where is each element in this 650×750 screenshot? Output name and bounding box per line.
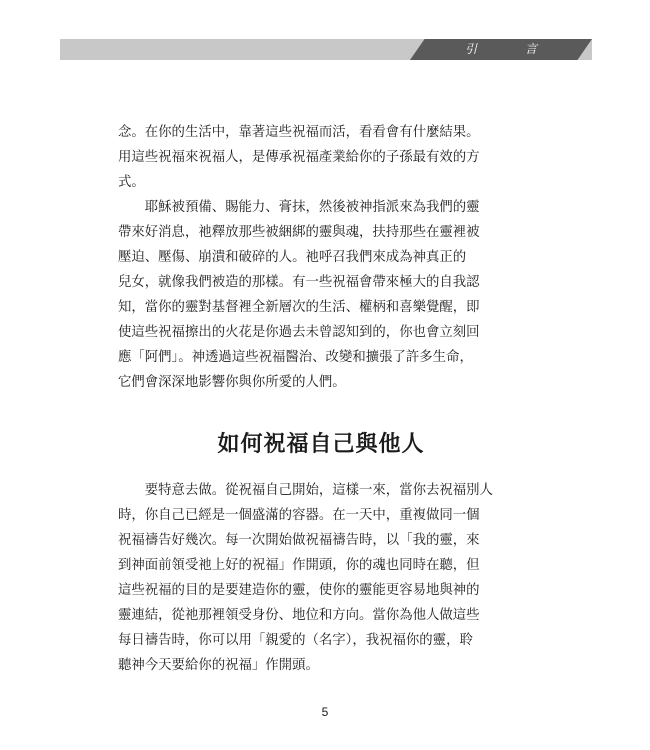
- body-top: [118, 120, 524, 395]
- text-line: 靈連結，從祂那裡領受身份、地位和方向。當你為他人做這些: [118, 608, 480, 623]
- paragraph-2: [118, 195, 524, 395]
- body-bottom: [118, 478, 524, 678]
- text-line: 帶來好消息，祂釋放那些被綑綁的靈與魂，扶持那些在靈裡被: [118, 225, 480, 240]
- text-line: 祝福禱告好幾次。每一次開始做祝福禱告時，以「我的靈，來: [118, 533, 480, 548]
- text-line: 要特意去做。從祝福自己開始，這樣一來，當你去祝福別人: [118, 483, 493, 498]
- text-line: 應「阿們」。神透過這些祝福醫治、改變和擴張了許多生命，: [118, 350, 473, 365]
- text-line: 耶穌被預備、賜能力、膏抹，然後被神指派來為我們的靈: [118, 200, 480, 215]
- text-line: 壓迫、壓傷、崩潰和破碎的人。祂呼召我們來成為神真正的: [118, 250, 467, 265]
- text-line: 知，當你的靈對基督裡全新層次的生活、權柄和喜樂覺醒，即: [118, 300, 480, 315]
- text-line: 這些祝福的目的是要建造你的靈，使你的靈能更容易地與神的: [118, 583, 480, 598]
- chapter-title: 引 言: [464, 42, 555, 56]
- text-line: 念。在你的生活中，靠著這些祝福而活，看看會有什麼結果。: [118, 125, 480, 140]
- text-line: 聽神今天要給你的祝福」作開頭。: [118, 658, 319, 673]
- text-line: 兒女，就像我們被造的那樣。有一些祝福會帶來極大的自我認: [118, 275, 480, 290]
- section-heading: 如何祝福自己與他人: [217, 431, 425, 457]
- page-number: 5: [321, 705, 329, 719]
- text-line: 到神面前領受祂上好的祝福」作開頭，你的魂也同時在聽，但: [118, 558, 480, 573]
- text-line: 使這些祝福擦出的火花是你過去未曾認知到的，你也會立刻回: [118, 325, 480, 340]
- text-line: 式。: [118, 175, 145, 190]
- paragraph-1: [118, 120, 524, 195]
- text-line: 時，你自己已經是一個盛滿的容器。在一天中，重複做同一個: [118, 508, 480, 523]
- text-line: 每日禱告時，你可以用「親愛的（名字），我祝福你的靈，聆: [118, 633, 473, 648]
- text-line: 它們會深深地影響你與你所愛的人們。: [118, 375, 346, 390]
- paragraph-3: [118, 478, 524, 678]
- text-line: 用這些祝福來祝福人，是傳承祝福產業給你的子孫最有效的方: [118, 150, 480, 165]
